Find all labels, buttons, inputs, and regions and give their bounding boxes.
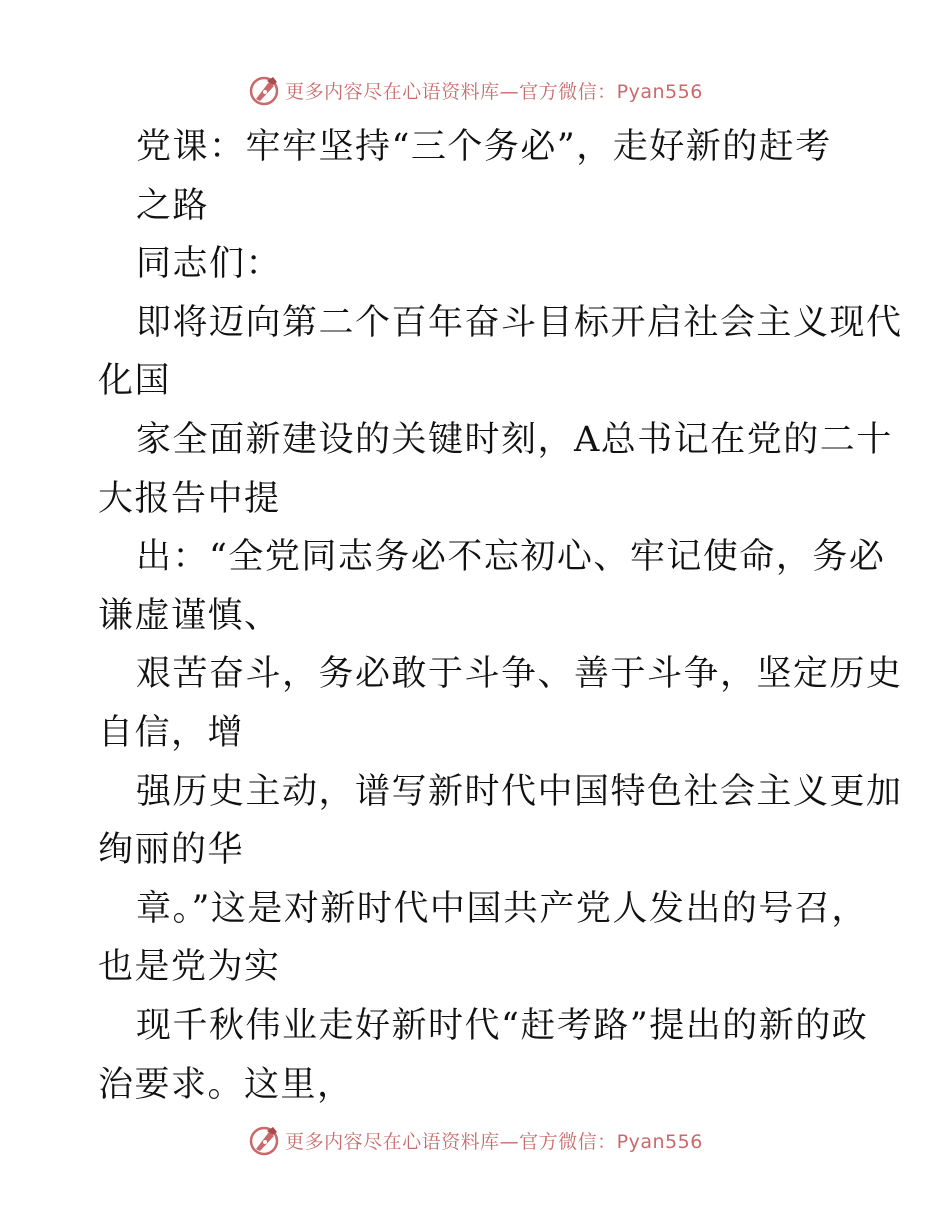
doc-line: 之路 bbox=[136, 185, 210, 226]
watermark-dash: — bbox=[499, 80, 520, 103]
doc-line: 谦虚谨慎、 bbox=[98, 595, 281, 636]
watermark-dash: — bbox=[499, 1130, 520, 1153]
watermark-wechat-text: 官方微信：Pyan556 bbox=[519, 80, 703, 103]
watermark-site-text: 更多内容尽在心语资料库 bbox=[285, 1130, 500, 1153]
pen-nib-logo-icon bbox=[247, 1123, 281, 1157]
watermark-banner-top bbox=[0, 70, 950, 110]
doc-line: 家全面新建设的关键时刻，A总书记在党的二十 bbox=[136, 419, 893, 460]
document-body bbox=[98, 118, 903, 1114]
doc-line: 出：“全党同志务必不忘初心、牢记使命，务必 bbox=[136, 537, 886, 578]
doc-line: 强历史主动，谱写新时代中国特色社会主义更加 bbox=[136, 771, 903, 812]
watermark-wechat-text: 官方微信：Pyan556 bbox=[519, 1130, 703, 1153]
doc-line: 同志们： bbox=[136, 244, 283, 285]
doc-line: 党课：牢牢坚持“三个务必”，走好新的赶考 bbox=[136, 127, 832, 167]
doc-line: 自信，增 bbox=[98, 712, 245, 753]
doc-line: 大报告中提 bbox=[98, 478, 281, 519]
pen-nib-logo-icon bbox=[247, 73, 281, 107]
doc-line: 章。”这是对新时代中国共产党人发出的号召， bbox=[136, 888, 868, 929]
doc-line: 艰苦奋斗，务必敢于斗争、善于斗争，坚定历史 bbox=[136, 654, 903, 695]
doc-line: 也是党为实 bbox=[98, 947, 281, 988]
doc-line: 现千秋伟业走好新时代“赶考路”提出的新的政 bbox=[136, 1005, 869, 1046]
doc-line: 化国 bbox=[98, 361, 172, 402]
doc-line: 绚丽的华 bbox=[98, 830, 245, 871]
doc-line: 即将迈向第二个百年奋斗目标开启社会主义现代 bbox=[136, 302, 903, 343]
watermark-banner-bottom bbox=[0, 1120, 950, 1160]
watermark-site-text: 更多内容尽在心语资料库 bbox=[285, 80, 500, 103]
doc-line: 治要求。这里， bbox=[98, 1064, 354, 1105]
